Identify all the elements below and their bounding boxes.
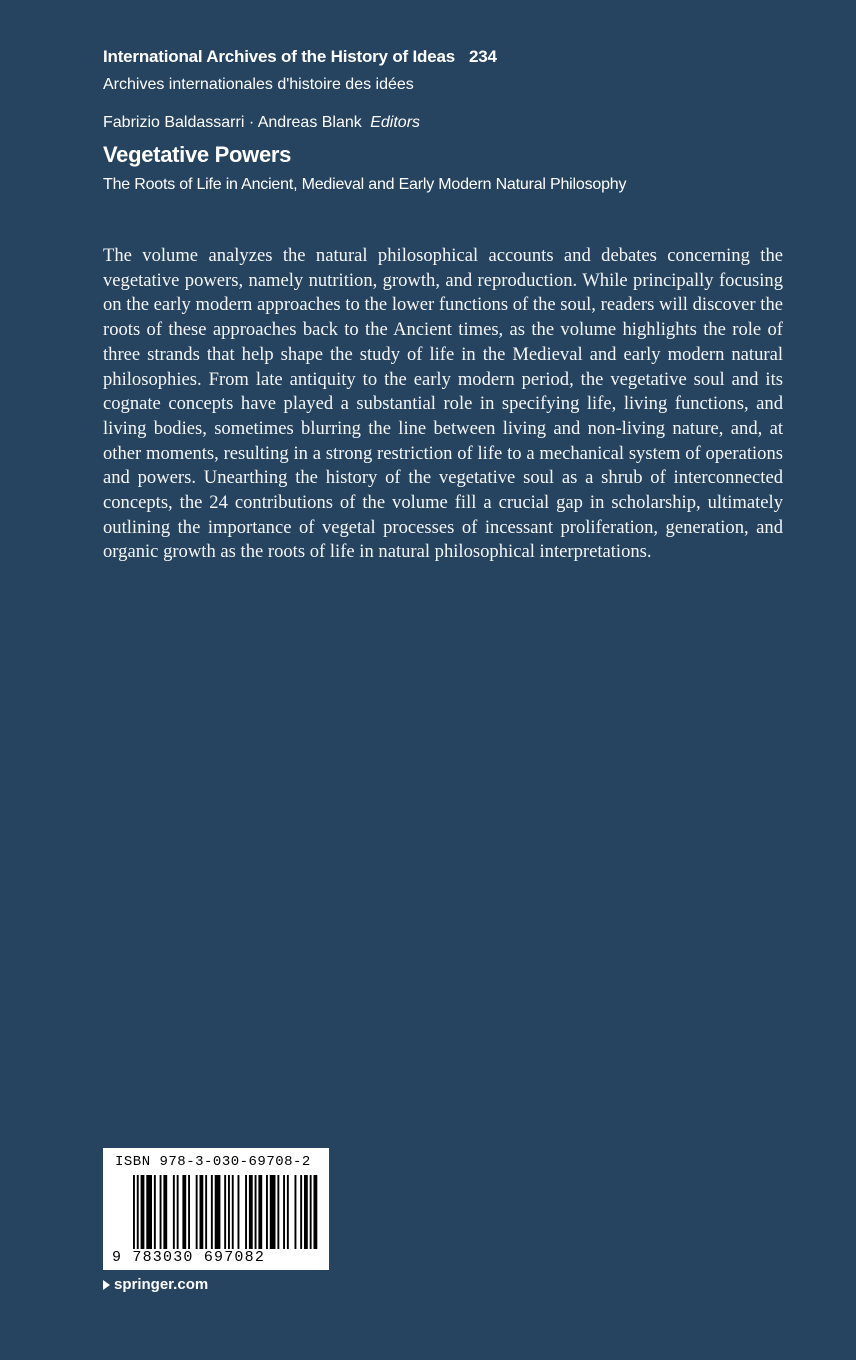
barcode-bar-9	[182, 1175, 186, 1249]
barcode-bar-19	[238, 1175, 240, 1249]
barcode-bar-31	[304, 1175, 308, 1249]
editor-names: Fabrizio Baldassarri · Andreas Blank	[103, 114, 362, 131]
barcode-bar-8	[177, 1175, 179, 1249]
barcode-bar-4	[154, 1175, 156, 1249]
editors-role: Editors	[370, 114, 421, 131]
barcode-bar-27	[283, 1175, 285, 1249]
book-description: The volume analyzes the natural philosophical accounts and debates concerning the vegetative powers, namely nutrition, growth, and reproduction. While principally focusing on the early modern approaches to the lower functions of the soul, readers will discover the roots of these approaches back to the Ancient times, as the volume highlights the role of three strands that help shape the study of life in the Medieval and early modern natural philosophies. From late antiquity to the early modern period, the vegetative soul and its cognate concepts have played a substantial role in specifying life, living functions, and living bodies, sometimes blurring the line between living and non-living nature, and, at other moments, resulting in a strong restriction of life to a mechanical system of operations and powers. Unearthing the history of the vegetative soul as a shrub of interconnected concepts, the 24 contributions of the volume fill a crucial gap in scholarship, ultimately outlining the importance of vegetal processes of incessant proliferation, generation, and organic growth as the roots of life in natural philosophical interpretations.	[103, 245, 783, 563]
barcode-bar-21	[249, 1175, 253, 1249]
barcode-bar-11	[196, 1175, 198, 1249]
barcode-bar-33	[314, 1175, 318, 1249]
barcode-bar-24	[266, 1175, 268, 1249]
barcode-bar-3	[146, 1175, 152, 1249]
barcode-bar-23	[258, 1175, 262, 1249]
editors-line	[103, 114, 420, 132]
barcode-bar-12	[200, 1175, 204, 1249]
barcode-bar-1	[137, 1175, 139, 1249]
barcode-bar-28	[287, 1175, 289, 1249]
series-title-line	[103, 47, 497, 67]
publisher-link[interactable]	[103, 1276, 208, 1293]
book-subtitle: The Roots of Life in Ancient, Medieval and Early Modern Natural Philosophy	[103, 176, 627, 193]
barcode-bar-20	[245, 1175, 247, 1249]
barcode-bar-16	[224, 1175, 226, 1249]
barcode-bar-10	[188, 1175, 190, 1249]
series-title: International Archives of the History of Ideas	[103, 47, 455, 66]
isbn-label: ISBN 978-3-030-69708-2	[115, 1154, 311, 1170]
barcode-bar-14	[211, 1175, 213, 1249]
barcode-bar-13	[205, 1175, 207, 1249]
barcode-digits: 9 783030 697082	[112, 1249, 266, 1266]
barcode-bar-17	[228, 1175, 230, 1249]
barcode-bar-0	[133, 1175, 135, 1249]
publisher-url: springer.com	[114, 1276, 209, 1293]
barcode-bar-7	[173, 1175, 175, 1249]
barcode-bar-29	[295, 1175, 297, 1249]
barcode-bar-22	[255, 1175, 257, 1249]
barcode-bar-6	[163, 1175, 167, 1249]
barcode-bar-30	[300, 1175, 302, 1249]
barcode-bar-32	[310, 1175, 312, 1249]
barcode-bar-15	[215, 1175, 221, 1249]
barcode-bar-26	[277, 1175, 279, 1249]
isbn-barcode	[103, 1148, 329, 1270]
barcode-bar-25	[270, 1175, 276, 1249]
arrow-right-icon	[103, 1280, 110, 1290]
barcode-bar-5	[160, 1175, 162, 1249]
barcode-bar-2	[141, 1175, 145, 1249]
series-number: 234	[468, 47, 497, 66]
series-subtitle: Archives internationales d'histoire des idées	[103, 76, 414, 93]
barcode-bars	[109, 1175, 323, 1249]
book-title: Vegetative Powers	[103, 142, 292, 167]
barcode-bar-18	[232, 1175, 234, 1249]
